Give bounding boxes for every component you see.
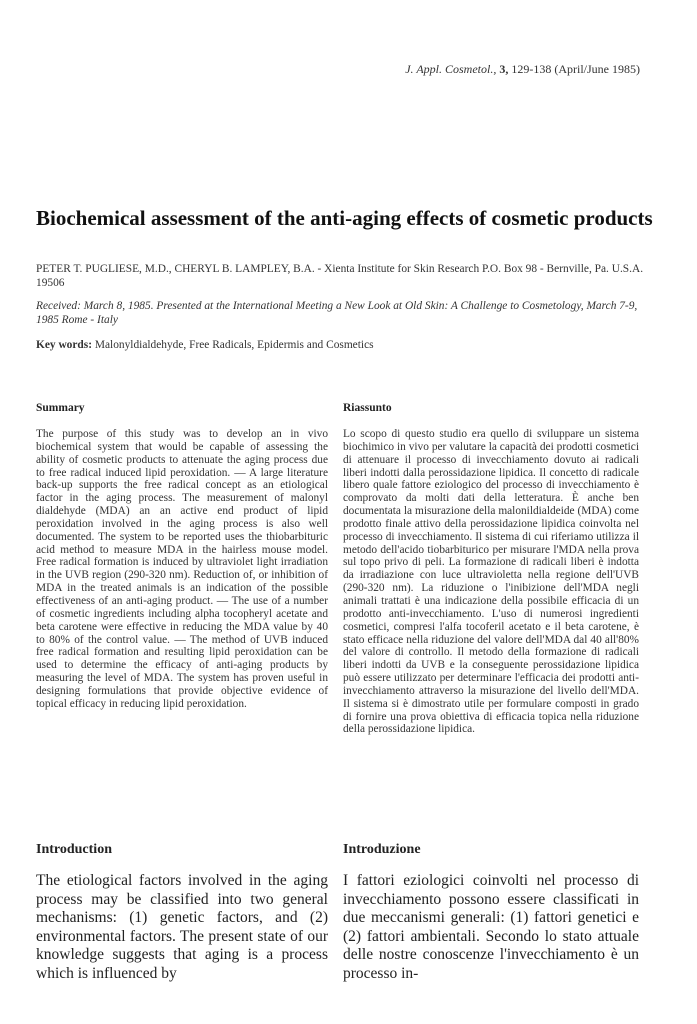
introduction-heading: Introduction <box>36 842 112 857</box>
introduzione-section <box>343 842 639 983</box>
summary-text: The purpose of this study was to develop an in vivo biochemical system that would be capable of assessing the ability of cosmetic products to attenuate the aging process due to free radical induced lipid peroxidation. — A large literature back-up supports the free radical concept as an etiological factor in the aging process. The measurement of malonyl dialdehyde (MDA) an an active end product of lipid peroxidation involved in the aging process is also well documented. The system to be reported uses the thiobarbituric acid method to measure MDA in the hairless mouse model. Free radical formation is induced by ultraviolet light irradiation in the UVB region (290-320 nm). Reduction of, or inhibition of MDA in the treated animals is an indication of the possible effectiveness of an anti-aging product. — The use of a number of cosmetic ingredients including alpha tocopheryl acetate and beta carotene were effective in reducing the MDA value by 40 to 80% of the control value. — The method of UVB induced free radical formation and resulting lipid peroxidation can be used to determine the efficacy of anti-aging products by measuring the level of MDA. The system has proven useful in designing formulations that provide objective evidence of topical efficacy in reducing lipid peroxidation. <box>36 428 328 710</box>
received-note: Received: March 8, 1985. Presented at the International Meeting a New Look at Old Skin: A Challenge to Cosmetology, March 7-9, 1985 Rome - Italy <box>36 300 638 326</box>
paper-title: Biochemical assessment of the anti-aging effects of cosmetic products <box>36 206 653 230</box>
keywords-label: Key words: <box>36 339 92 351</box>
introduction-section <box>36 842 328 983</box>
authors-affiliation: PETER T. PUGLIESE, M.D., CHERYL B. LAMPLEY, B.A. - Xienta Institute for Skin Research P.O. Box 98 - Bernville, Pa. U.S.A. 19506 <box>36 263 644 289</box>
introduzione-text: I fattori eziologici coinvolti nel processo di invecchiamento possono essere classificati in due meccanismi generali: (1) fattori genetici e (2) fattori ambientali. Secondo lo stato attuale delle nostre conoscenze l'invecchiamento è un processo in- <box>343 872 639 982</box>
keywords <box>36 338 646 352</box>
summary-section <box>36 402 328 711</box>
journal-volume: 3, <box>499 62 509 76</box>
journal-name: J. Appl. Cosmetol., <box>405 62 497 76</box>
journal-citation <box>405 62 640 77</box>
journal-pages-date: 129-138 (April/June 1985) <box>511 62 640 76</box>
riassunto-section <box>343 402 639 736</box>
summary-heading: Summary <box>36 402 85 414</box>
introduction-text: The etiological factors involved in the aging process may be classified into two general mechanisms: (1) genetic factors, and (2) environmental factors. The present state of our knowledge suggests that aging is a process which is influenced by <box>36 872 328 982</box>
riassunto-heading: Riassunto <box>343 402 392 414</box>
keywords-text: Malonyldialdehyde, Free Radicals, Epidermis and Cosmetics <box>94 339 374 351</box>
riassunto-text: Lo scopo di questo studio era quello di sviluppare un sistema biochimico in vivo per valutare la capacità dei prodotti cosmetici di attenuare il processo di invecchiamento dovuto ai radicali liberi indotti dalla perossidazione lipidica. Il concetto di radicale libero quale fattore eziologico del processo di invecchiamento è comprovato da molti dati della letteratura. È anche ben documentata la misurazione della malonildialdeide (MDA) come prodotto finale attivo della perossidazione lipidica coinvolta nel processo di invecchiamento. Il sistema di cui riferiamo utilizza il metodo dell'acido tiobarbiturico per misurare l'MDA nella prova sul topo privo di peli. La formazione di radicali liberi è indotta da irradiazione con luce ultravioletta nella regione dell'UVB (290-320 nm). La riduzione o l'inibizione dell'MDA negli animali trattati è una indicazione della possibile efficacia di un prodotto anti-invecchiamento. L'uso di numerosi ingredienti cosmetici, compresi l'alfa tocoferil acetato e il beta carotene, è stato efficace nella riduzione del valore dell'MDA dal 40 all'80% del valore di controllo. Il metodo della formazione di radicali liberi indotti da UVB e la conseguente perossidazione lipidica può essere utilizzato per determinare l'efficacia dei prodotti anti-invecchiamento attraverso la misurazione del livello dell'MDA. Il sistema si è dimostrato utile per formulare composti in grado di fornire una prova obiettiva di efficacia topica nella riduzione della perossidazione lipidica. <box>343 428 639 736</box>
introduzione-heading: Introduzione <box>343 842 421 857</box>
